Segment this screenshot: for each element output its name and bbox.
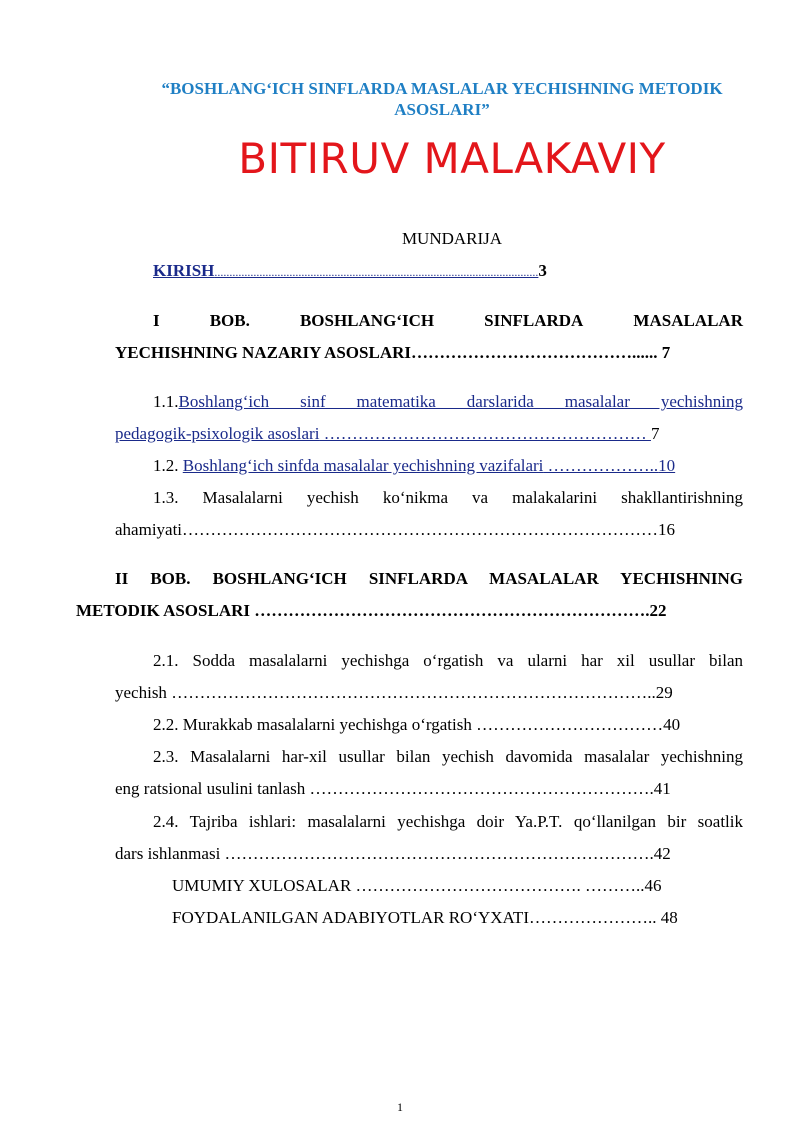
page-number: 1	[397, 1100, 403, 1114]
toc-references	[172, 907, 772, 929]
chapter-word: MASALALAR	[633, 311, 743, 330]
toc-chapter-1-line-2	[115, 342, 755, 364]
toc-dots: …………………………………………………………………………..	[171, 683, 656, 702]
toc-section-2-3-line-2	[115, 778, 755, 800]
toc-link-section-1-1[interactable]: Boshlang‘ich sinf matematika darslarida masalalar yechishning	[178, 392, 743, 411]
toc-section-2-1-line-1: 2.1. Sodda masalalarni yechishga o‘rgatish va ularni har xil usullar bilan	[153, 651, 743, 670]
toc-page-number: 48	[660, 908, 678, 927]
toc-dots: ............................................................................................................	[214, 265, 539, 279]
toc-section-1-1-line-2[interactable]	[115, 423, 755, 445]
toc-dots: …………………………………. ………..	[355, 876, 645, 895]
chapter-word: BOB.	[209, 311, 250, 330]
toc-section-2-1-line-2	[115, 682, 755, 704]
toc-section-1-3-line-2	[115, 519, 755, 541]
document-title	[100, 78, 784, 120]
toc-dots: ………………………………………………………………….	[224, 844, 654, 863]
section-2-4-title-cont: dars ishlanmasi	[115, 844, 225, 863]
toc-section-1-2[interactable]	[153, 455, 753, 477]
toc-page-number: 46	[644, 876, 662, 895]
toc-conclusions	[172, 875, 772, 897]
chapter-1-title: YECHISHNING NAZARIY ASOSLARI	[115, 343, 411, 362]
chapter-2-title: METODIK ASOSLARI	[76, 601, 255, 620]
toc-page-number: 10	[658, 456, 676, 475]
section-2-1-title-cont: yechish	[115, 683, 172, 702]
contents-heading: MUNDARIJA	[401, 229, 503, 248]
toc-dots: …………………………………………………	[319, 424, 651, 443]
toc-link-section-1-1-cont[interactable]: pedagogik-psixologik asoslari	[115, 424, 320, 443]
references-title: FOYDALANILGAN ADABIYOTLAR RO‘YXATI	[172, 908, 529, 927]
toc-section-2-4-line-2	[115, 843, 755, 865]
chapter-word: BOSHLANG‘ICH	[299, 311, 435, 330]
section-number: 1.2.	[153, 456, 183, 475]
toc-entry-introduction[interactable]	[153, 260, 743, 283]
toc-chapter-2-line-2	[76, 600, 756, 622]
toc-section-2-3-line-1: 2.3. Masalalarni har-xil usullar bilan yechish davomida masalalar yechishning	[153, 747, 743, 766]
document-title-line-2: ASOSLARI”	[394, 100, 490, 119]
toc-dots: ………………..	[543, 456, 659, 475]
toc-chapter-1-line-1	[153, 310, 743, 332]
toc-page-number: 7	[650, 424, 660, 443]
conclusions-title: UMUMIY XULOSALAR	[172, 876, 356, 895]
section-2-3-title-cont: eng ratsional usulini tanlash	[115, 779, 310, 798]
toc-dots: …………………………………………………….	[309, 779, 654, 798]
section-number: 1.1.	[153, 392, 179, 411]
toc-page-number: 22	[649, 601, 667, 620]
toc-dots: ……………………………	[476, 715, 664, 734]
toc-page-number: 3	[538, 261, 547, 280]
toc-page-number: 42	[653, 844, 671, 863]
toc-section-2-4-line-1: 2.4. Tajriba ishlari: masalalarni yechishga doir Ya.P.T. qo‘llanilgan bir soatlik	[153, 812, 743, 831]
thesis-heading: BITIRUV MALAKAVIY	[238, 134, 666, 183]
toc-page-number: 16	[658, 520, 676, 539]
toc-page-number: 29	[655, 683, 673, 702]
toc-section-1-3-line-1: 1.3. Masalalarni yechish ko‘nikma va malakalarini shakllantirishning	[153, 488, 743, 507]
section-1-3-title-cont: ahamiyati	[115, 520, 183, 539]
toc-link-section-1-2[interactable]: Boshlang‘ich sinfda masalalar yechishning vazifalari	[182, 456, 544, 475]
toc-dots: …………………..	[528, 908, 661, 927]
toc-dots: …………………………………………………………….	[254, 601, 650, 620]
toc-section-2-2	[153, 714, 753, 736]
toc-section-1-1-line-1[interactable]	[153, 391, 743, 413]
toc-page-number: 40	[663, 715, 681, 734]
toc-dots: …………………………………......	[411, 343, 662, 362]
chapter-word: SINFLARDA	[484, 311, 584, 330]
toc-page-number: 7	[661, 343, 671, 362]
toc-link-introduction[interactable]: KIRISH	[153, 261, 215, 280]
chapter-word: I	[153, 311, 160, 330]
section-2-2-title: 2.2. Murakkab masalalarni yechishga o‘rgatish	[153, 715, 477, 734]
toc-page-number: 41	[653, 779, 671, 798]
toc-dots: …………………………………………………………………………	[182, 520, 659, 539]
toc-chapter-2-line-1: II BOB. BOSHLANG‘ICH SINFLARDA MASALALAR YECHISHNING	[115, 569, 743, 588]
document-title-line-1: “BOSHLANG‘ICH SINFLARDA MASLALAR YECHISHNING METODIK	[161, 79, 723, 98]
